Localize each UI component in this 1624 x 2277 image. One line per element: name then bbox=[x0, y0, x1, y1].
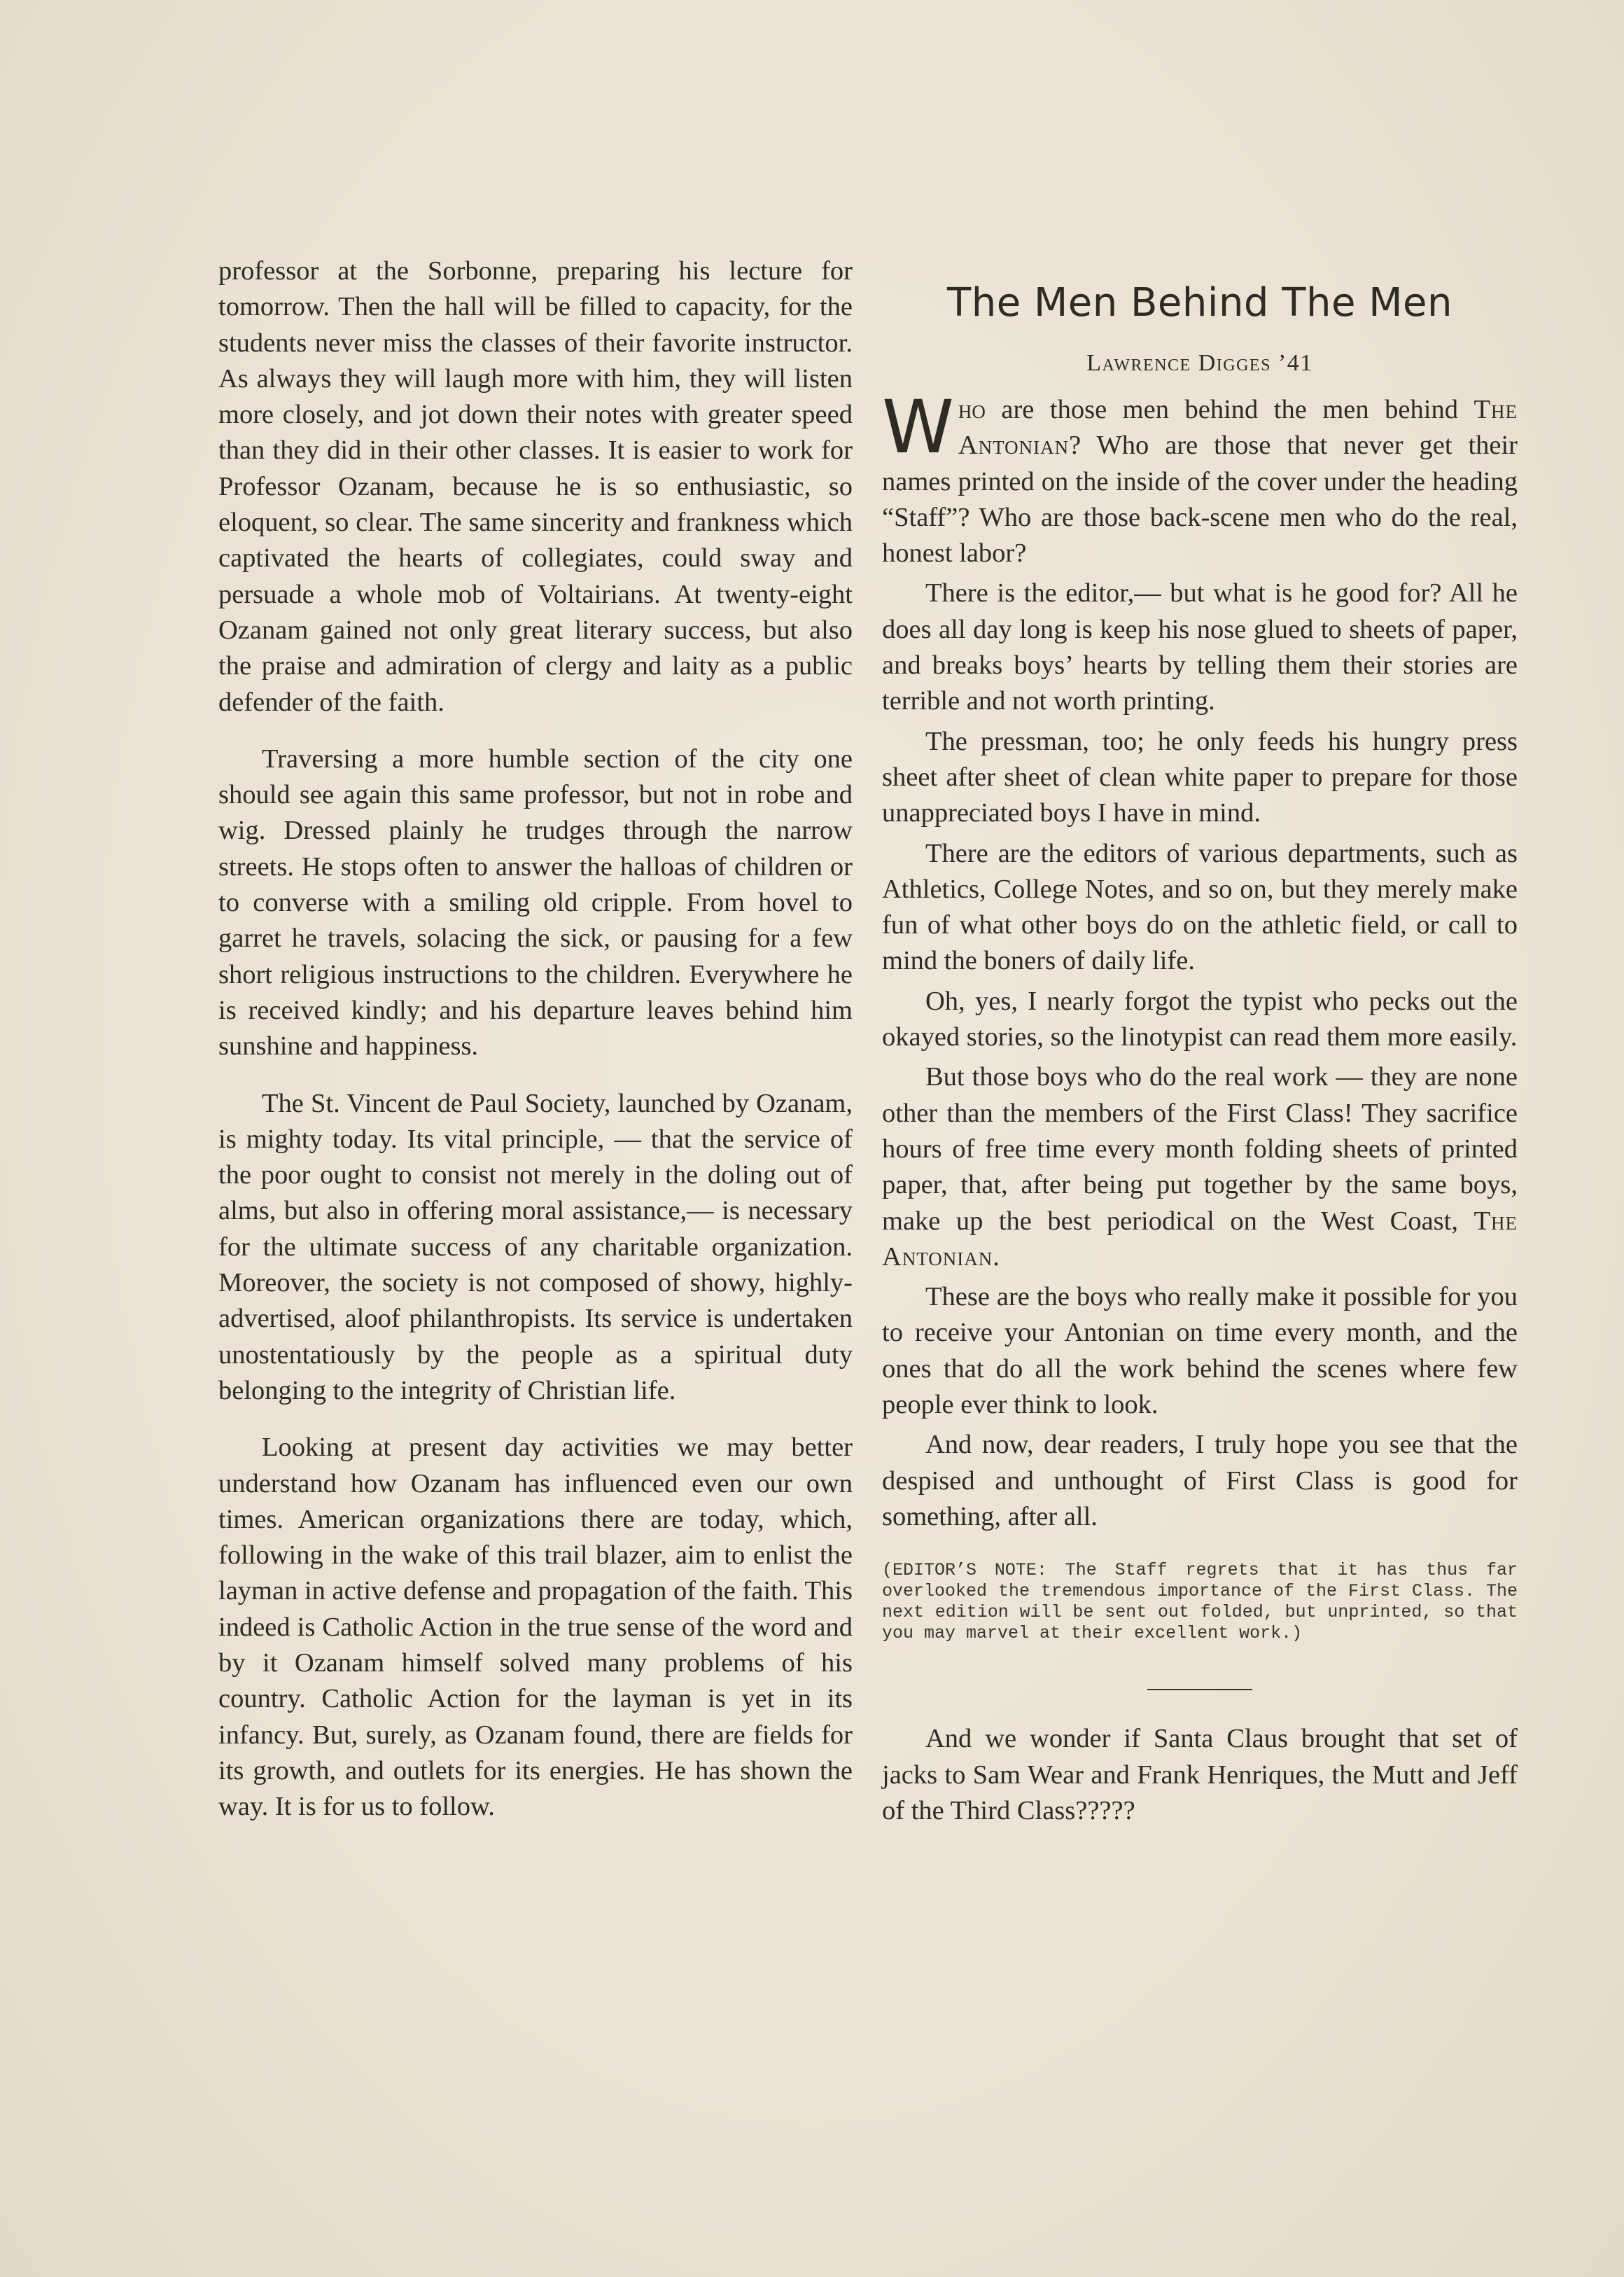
closing-paragraph: And we wonder if Santa Claus brought that set of jacks to Sam Wear and Frank Henriques, the Mutt and Jeff of the Third Class????? bbox=[882, 1724, 1518, 1825]
publication-name: The Antonian bbox=[882, 1206, 1518, 1272]
body-paragraph: These are the boys who really make it possible for you to receive your Antonian on time every month, and the ones that do all the work behind the scenes where few people ever think to look. bbox=[882, 1282, 1518, 1420]
drop-cap: W bbox=[882, 384, 954, 470]
body-paragraph: Looking at present day activities we may better understand how Ozanam has influenced even our own times. American organizations there are today, which, following in the wake of this trail blazer, aim to enlist the layman in active defense and propagation of the faith. This indeed is Catholic Action in the true sense of the word and by it Ozanam himself solved many problems of his country. Catholic Action for the layman is yet in its infancy. But, surely, as Ozanam found, there are fields for its growth, and outlets for its energies. He has shown the way. It is for us to follow. bbox=[218, 1433, 853, 1822]
body-paragraph: There is the editor,— but what is he good for? All he does all day long is keep his nose glued to sheets of paper, and breaks boys’ hearts by telling them their stories are terrible and not worth printing. bbox=[882, 578, 1518, 716]
body-paragraph: There are the editors of various departments, such as Athletics, College Notes, and so on, but they merely make fun of what other boys do on the athletic field, or call to mind the boners of daily life. bbox=[882, 838, 1518, 976]
lead-paragraph bbox=[882, 384, 1518, 571]
body-paragraph bbox=[882, 1059, 1518, 1275]
paragraph-text: . bbox=[993, 1241, 1000, 1272]
left-column bbox=[218, 253, 853, 1825]
body-paragraph: And now, dear readers, I truly hope you see that the despised and unthought of First Class is good for something, after all. bbox=[882, 1430, 1518, 1531]
body-paragraph: Oh, yes, I nearly forgot the typist who pecks out the okayed stories, so the linotypist can read them more easily. bbox=[882, 986, 1518, 1052]
lead-smallcaps-word: ho bbox=[958, 395, 986, 424]
article-byline: Lawrence Digges ’41 bbox=[1086, 350, 1313, 376]
editor-note: (EDITOR’S NOTE: The Staff regrets that it has thus far overlooked the tremendous importance of the First Class. The next edition will be sent out folded, but unprinted, so that you may marvel at their excellent work.) bbox=[882, 1560, 1518, 1644]
publication-name: The Antonian bbox=[958, 395, 1518, 461]
body-paragraph: professor at the Sorbonne, preparing his lecture for tomorrow. Then the hall will be filled to capacity, for the students never miss the classes of their favorite instructor. As always they will laugh more with him, they will listen more closely, and jot down their notes with greater speed than they did in their other classes. It is easier to work for Professor Ozanam, because he is so enthusiastic, so eloquent, so clear. The same sincerity and frankness which captivated the hearts of collegiates, could sway and persuade a whole mob of Voltairians. At twenty-eight Ozanam gained not only great literary success, but also the praise and admiration of clergy and laity as a public defender of the faith. bbox=[218, 256, 853, 717]
section-divider bbox=[1147, 1689, 1252, 1690]
body-paragraph: The St. Vincent de Paul Society, launched by Ozanam, is mighty today. Its vital principle, — that the service of the poor ought to consist not merely in the doling out of alms, but also in offering moral assistance,— is necessary for the ultimate success of any charitable organization. Moreover, the society is not composed of showy, highly-advertised, aloof philanthropists. Its service is undertaken unostentatiously by the people as a spiritual duty belonging to the integrity of Christian life. bbox=[218, 1088, 853, 1405]
article-title: The Men Behind The Men bbox=[947, 280, 1452, 326]
right-column bbox=[882, 253, 1518, 1829]
body-paragraph: Traversing a more humble section of the city one should see again this same professor, but not in robe and wig. Dressed plainly he trudges through the narrow streets. He stops often to answer the halloas of children or to converse with a smiling old cripple. From hovel to garret he travels, solacing the sick, or pausing for a few short religious instructions to the children. Everywhere he is received kindly; and his departure leaves behind him sunshine and happiness. bbox=[218, 744, 853, 1061]
lead-text: ? Who are those that never get their names printed on the inside of the cover under the heading “Staff”? Who are those back-scene men who do the real, honest labor? bbox=[882, 431, 1518, 569]
paragraph-text: But those boys who do the real work — they are none other than the members of the First Class! They sacrifice hours of free time every month folding sheets of printed paper, that, after being put together by the same boys, make up the best periodical on the West Coast, bbox=[882, 1062, 1518, 1236]
lead-text: are those men behind the men behind bbox=[985, 395, 1474, 424]
body-paragraph: The pressman, too; he only feeds his hungry press sheet after sheet of clean white paper to prepare for those unappreciated boys I have in mind. bbox=[882, 726, 1518, 828]
